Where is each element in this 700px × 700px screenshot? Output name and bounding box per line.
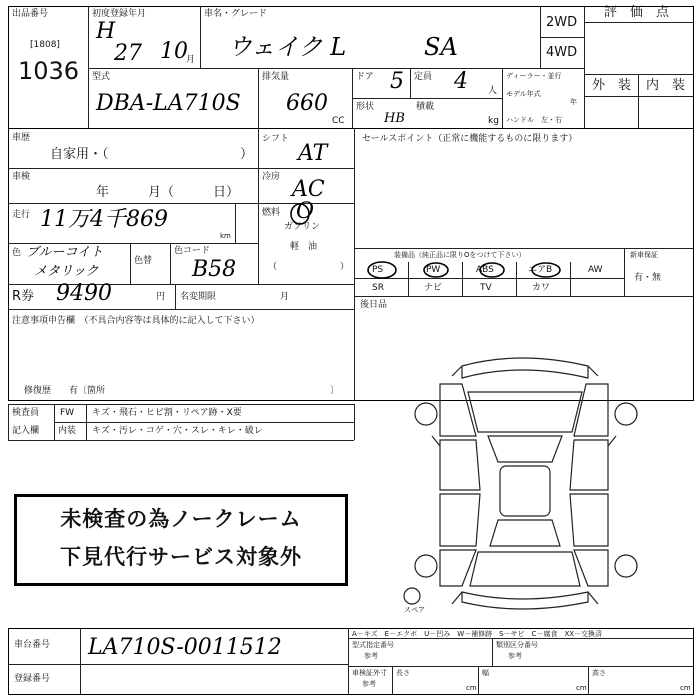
lot-number-label: 出品番号	[12, 9, 49, 19]
equipment-label: 装備品（純正品に限りOをつけて下さい）	[394, 251, 526, 259]
left-rear-door-shape	[440, 494, 480, 546]
dims-label: 車検証外寸	[352, 669, 387, 677]
rear-window-shape	[490, 520, 560, 546]
exterior-label: 外 装	[592, 78, 632, 93]
equip-navi: ナビ	[424, 283, 443, 293]
color-code-label: 色コード	[174, 246, 211, 256]
reg-year-value: 27	[114, 41, 142, 66]
km-label: km	[220, 232, 231, 240]
new-car-warranty-label: 新車保証	[630, 251, 658, 259]
left-mirror-shape	[432, 436, 440, 446]
displacement-label: 排気量	[262, 72, 290, 82]
width-cm: cm	[576, 684, 587, 692]
drive-2wd-label: 2WD	[546, 15, 578, 30]
category-class-label: 類別区分番号	[496, 641, 538, 649]
repair-label: 修復歴 有〔箇所	[24, 386, 106, 396]
equip-leather: カワ	[532, 283, 551, 293]
code-value: [1808]	[30, 40, 60, 50]
reg-number-label: 登録番号	[14, 674, 51, 684]
era-value: H	[96, 19, 116, 44]
capacity-value: 4	[454, 69, 468, 94]
history-value: 自家用・（	[50, 147, 109, 162]
front-right-wheel	[615, 403, 637, 425]
inspector-label: 検査員	[12, 408, 40, 418]
persons-label: 人	[488, 86, 498, 96]
width-label: 幅	[482, 669, 489, 677]
model-code-label: 型式	[92, 72, 111, 82]
height-cm: cm	[680, 684, 691, 692]
drive-4wd-label: 4WD	[546, 45, 578, 60]
model-year-label: モデル年式	[506, 90, 541, 98]
mileage-value: 11万4千869	[40, 207, 168, 232]
naiso-text: キズ・汚レ・コゲ・穴・スレ・キレ・破レ	[92, 426, 263, 436]
left-front-door-shape	[440, 440, 480, 490]
front-bumper-shape	[462, 358, 588, 378]
equip-sr: SR	[372, 283, 384, 293]
right-front-door-shape	[570, 440, 608, 490]
shift-value: AT	[298, 141, 328, 166]
color-value-2: メタリック	[34, 264, 99, 279]
roof-shape	[500, 466, 550, 516]
rear-bumper-shape	[462, 592, 588, 609]
car-name-label: 車名・グレード	[204, 9, 268, 19]
grade-value: SA	[424, 33, 458, 61]
yen-label: 円	[156, 292, 166, 302]
rear-left-wheel	[415, 555, 437, 577]
lot-number-value: 1036	[18, 57, 80, 85]
fuel-label: 燃料	[262, 208, 281, 218]
equip-ps: PS	[372, 265, 384, 275]
equip-airbag: エアB	[528, 265, 553, 275]
naiso-label: 内装	[58, 426, 77, 436]
notice-line-2: 下見代行サービス対象外	[60, 545, 302, 569]
fuel-paren-close: ）	[340, 262, 350, 272]
model-code-value: DBA-LA710S	[96, 91, 241, 116]
shaken-label: 車検	[12, 172, 31, 182]
fuel-mark: O	[296, 199, 315, 224]
interior-label: 内 装	[646, 78, 686, 93]
chassis-label: 車台番号	[14, 640, 51, 650]
evaluation-label: 評 価 点	[604, 5, 670, 20]
equip-abs: ABS	[476, 265, 494, 275]
color-label: 色	[12, 248, 22, 258]
month-label: 月	[280, 292, 290, 302]
height-label: 高さ	[592, 669, 606, 677]
type-approval-ref: 参考	[364, 652, 378, 660]
equip-tv: TV	[480, 283, 492, 293]
spare-wheel	[404, 588, 420, 604]
recycle-value: 9490	[56, 281, 112, 306]
capacity-label: 定員	[414, 72, 433, 82]
category-class-ref: 参考	[508, 652, 522, 660]
fuel-paren-open: （	[268, 262, 278, 272]
shift-label: シフト	[262, 134, 290, 144]
aircon-label: 冷房	[262, 172, 281, 182]
color-code-value: B58	[192, 257, 237, 282]
right-mirror-shape	[608, 436, 616, 446]
damage-legend: A－キズ E－エクボ U－凹み W－補修跡 S－サビ C－腐食 XX－交換済	[352, 630, 603, 638]
selling-points-label: セールスポイント（正常に機能するものに限ります）	[362, 134, 578, 144]
right-rear-door-shape	[570, 494, 608, 546]
windshield-shape	[488, 436, 562, 462]
shaken-date: 年 月（ 日）	[96, 185, 240, 200]
shape-value: HB	[384, 111, 405, 126]
first-reg-label: 初度登録年月	[92, 9, 147, 19]
type-approval-label: 型式指定番号	[352, 641, 394, 649]
fw-text: キズ・飛石・ヒビ割・リペア跡・X要	[92, 408, 242, 418]
later-date-label: 後日品	[360, 300, 388, 310]
diesel-label: 軽 油	[290, 242, 318, 252]
load-label: 積載	[416, 102, 435, 112]
dims-ref: 参考	[362, 680, 376, 688]
length-cm: cm	[466, 684, 477, 692]
color-value-1: ブルーコイト	[26, 245, 104, 260]
left-rear-fender-shape	[440, 550, 476, 586]
chassis-value: LA710S-0011512	[88, 635, 282, 660]
displacement-value: 660	[286, 91, 328, 116]
car-name-value: ウェイク L	[228, 33, 347, 61]
reg-month-value: 10	[160, 39, 188, 64]
equip-pw: PW	[426, 265, 441, 275]
handle-label: ハンドル 左・右	[506, 116, 562, 124]
rear-right-wheel	[615, 555, 637, 577]
repair-close: 〕	[330, 386, 340, 396]
front-left-wheel	[415, 403, 437, 425]
doors-label: ドア	[356, 72, 374, 82]
hood-shape	[468, 392, 582, 432]
spare-label: スペア	[404, 606, 425, 614]
aircon-value: AC	[292, 177, 325, 202]
gasoline-label: ガソリン	[284, 222, 321, 232]
cc-label: CC	[332, 116, 345, 126]
year-label: 年	[570, 98, 577, 106]
mileage-label: 走行	[12, 210, 31, 220]
shape-label: 形状	[356, 102, 375, 112]
trunk-shape	[470, 552, 580, 586]
notes-label: 注意事項申告欄 （不具合内容等は具体的に記入して下さい）	[12, 316, 260, 326]
notice-line-1: 未検査の為ノークレーム	[60, 507, 302, 531]
reg-month-unit: 月	[186, 55, 196, 65]
name-change-label: 名変期限	[180, 292, 217, 302]
history-label: 車歴	[12, 133, 31, 143]
kg-label: kg	[488, 116, 499, 126]
fw-label: FW	[60, 408, 75, 418]
doors-value: 5	[390, 69, 404, 94]
length-label: 長さ	[396, 669, 410, 677]
history-close: ）	[240, 147, 254, 162]
dealer-line-label: ディーラー・並行	[506, 72, 562, 80]
color-change-label: 色替	[134, 256, 153, 266]
recycle-label: R券	[12, 289, 35, 304]
warranty-value: 有・無	[634, 273, 662, 283]
equip-aw: AW	[588, 265, 603, 275]
entry-label: 記入欄	[12, 426, 40, 436]
